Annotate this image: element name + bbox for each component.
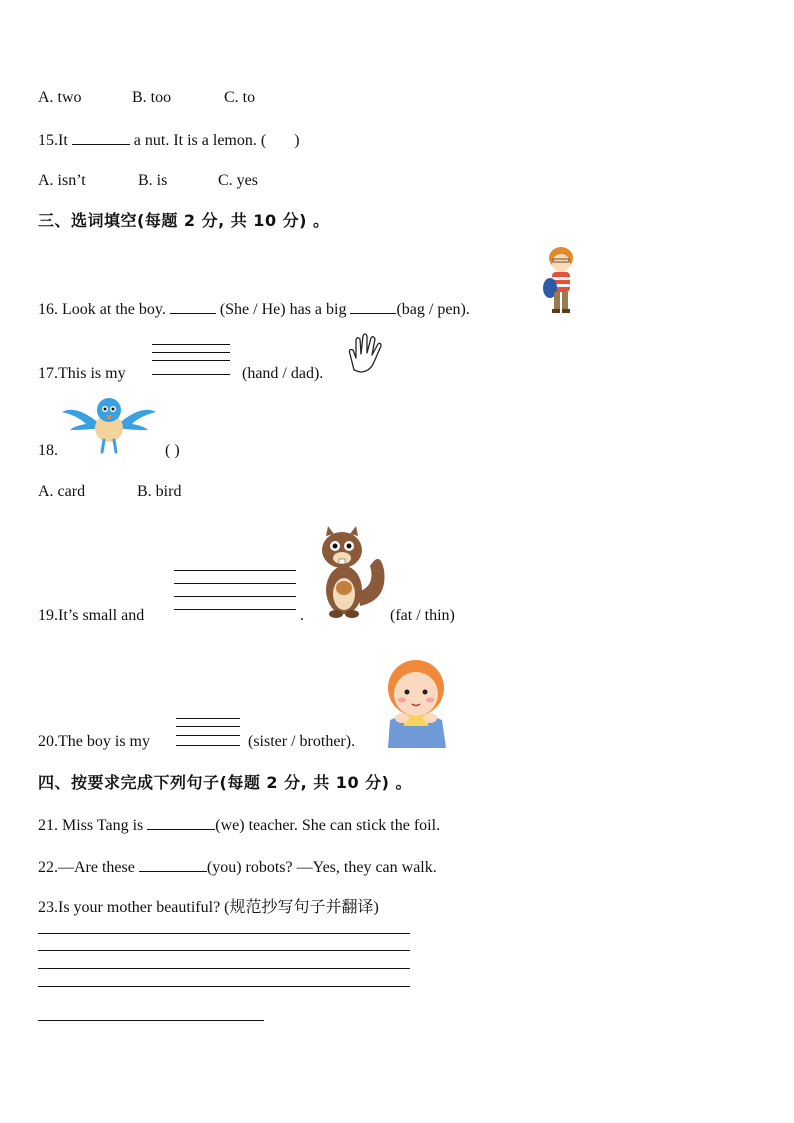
- q16-line: [38, 299, 470, 320]
- q16-blank-2[interactable]: [350, 299, 396, 314]
- q22-end: (you) robots? —Yes, they can walk.: [206, 859, 437, 876]
- q22-blank[interactable]: [139, 857, 207, 872]
- q23-writing-line-4[interactable]: [38, 986, 410, 987]
- q15-option-a[interactable]: A. isn’t: [38, 172, 86, 189]
- q21-end: (we) teacher. She can stick the foil.: [215, 817, 441, 834]
- q19-start: 19.It’s small and: [38, 607, 145, 624]
- q23-translation-line[interactable]: [38, 1020, 264, 1021]
- q16-end: (bag / pen).: [396, 301, 470, 318]
- q14-options: [38, 88, 255, 108]
- hand-icon: [344, 330, 388, 374]
- q14-option-b[interactable]: B. too: [132, 89, 172, 106]
- q17-writing-lines[interactable]: [152, 344, 230, 376]
- q20-end: (sister / brother).: [248, 733, 356, 750]
- q23-writing-line-2[interactable]: [38, 950, 410, 951]
- q20-writing-lines[interactable]: [176, 718, 240, 746]
- q23-writing-line-3[interactable]: [38, 968, 410, 969]
- q18-option-a[interactable]: A. card: [38, 483, 86, 500]
- q15-option-c[interactable]: C. yes: [218, 172, 258, 189]
- q15-number: 15.It: [38, 132, 68, 149]
- q23-writing-line-1[interactable]: [38, 933, 410, 934]
- q16-blank-1[interactable]: [170, 299, 216, 314]
- q19-period: .: [300, 607, 304, 624]
- q15-line: [38, 130, 300, 151]
- q15-options: [38, 171, 258, 191]
- q15-close-paren: ): [294, 132, 300, 149]
- q16-mid: (She / He) has a big: [219, 301, 347, 318]
- q21-line: [38, 815, 440, 836]
- q14-option-c[interactable]: C. to: [224, 89, 256, 106]
- q22-start: 22.—Are these: [38, 859, 135, 876]
- q21-start: 21. Miss Tang is: [38, 817, 144, 834]
- q14-option-a[interactable]: A. two: [38, 89, 82, 106]
- curly-boy-icon: [380, 644, 452, 750]
- q17-start: 17.This is my: [38, 365, 126, 382]
- q18-option-b[interactable]: B. bird: [137, 483, 182, 500]
- q22-line: [38, 857, 437, 878]
- q16-start: 16. Look at the boy.: [38, 301, 166, 318]
- section-3-heading: 三、选词填空(每题 2 分, 共 10 分) 。: [38, 211, 330, 230]
- q20-start: 20.The boy is my: [38, 733, 150, 750]
- squirrel-icon: [314, 526, 388, 620]
- q17-end: (hand / dad).: [242, 365, 324, 382]
- bird-icon: [60, 394, 158, 456]
- q19-end: (fat / thin): [390, 607, 455, 624]
- q15-blank[interactable]: [72, 130, 130, 145]
- q18-answer-paren[interactable]: ( ): [165, 442, 180, 459]
- q18-number: 18.: [38, 442, 58, 459]
- q23-prompt: 23.Is your mother beautiful? (规范抄写句子并翻译): [38, 899, 379, 916]
- q15-option-b[interactable]: B. is: [138, 172, 168, 189]
- boy-with-backpack-icon: [540, 244, 580, 316]
- q15-text: a nut. It is a lemon. (: [133, 132, 267, 149]
- section-4-heading: 四、按要求完成下列句子(每题 2 分, 共 10 分) 。: [38, 773, 413, 792]
- q18-options: [38, 482, 181, 502]
- q19-writing-lines[interactable]: [174, 570, 296, 610]
- q21-blank[interactable]: [147, 815, 215, 830]
